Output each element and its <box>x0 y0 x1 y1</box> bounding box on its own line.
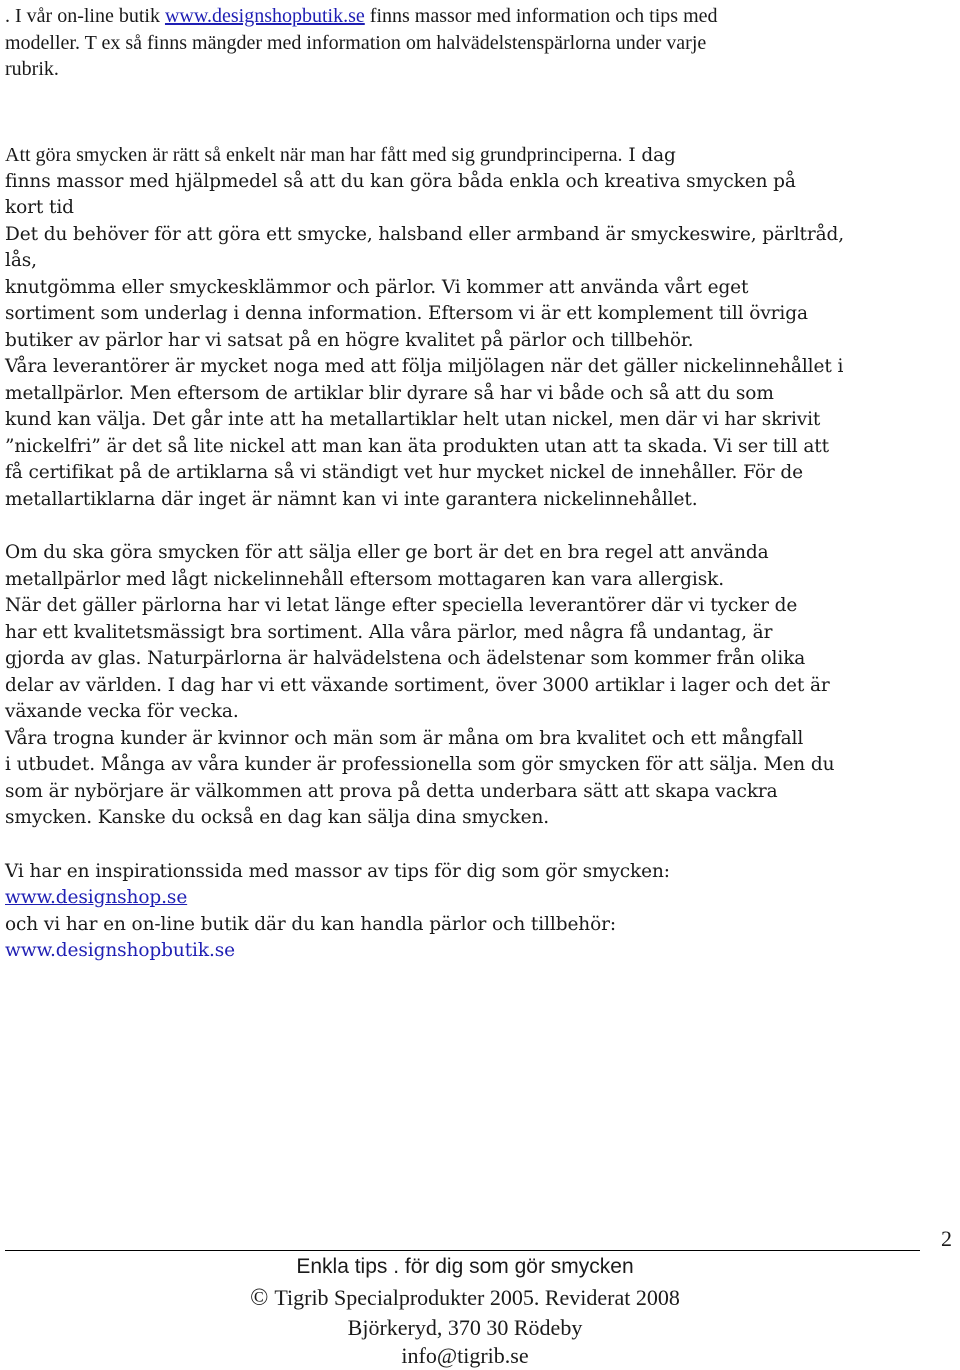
copyright-icon: © <box>250 1285 269 1311</box>
para1-line: finns massor med hjälpmedel så att du kan göra båda enkla och kreativa smycken på <box>5 171 796 192</box>
para1-line: knutgömma eller smyckesklämmor och pärlor. Vi kommer att använda vårt eget <box>5 277 749 298</box>
para1-text: I dag <box>622 145 676 166</box>
designshopbutik-link[interactable]: www.designshopbutik.se <box>164 5 365 27</box>
para2-line: växande vecka för vecka. <box>5 701 239 722</box>
designshopbutik-link-2[interactable]: www.designshopbutik.se <box>5 940 235 961</box>
intro-line-1 <box>5 3 718 29</box>
intro-line-3: rubrik. <box>5 58 59 80</box>
para2-line: delar av världen. I dag har vi ett växande sortiment, över 3000 artiklar i lager och det är <box>5 675 830 696</box>
para1-line: butiker av pärlor har vi satsat på en högre kvalitet på pärlor och tillbehör. <box>5 330 694 351</box>
para1-line: metallpärlor. Men eftersom de artiklar blir dyrare så har vi både och så att du som <box>5 383 774 404</box>
para1-line: kund kan välja. Det går inte att ha metallartiklar helt utan nickel, men där vi har skrivit <box>5 409 821 430</box>
footer-divider <box>5 1250 920 1251</box>
para2-line: har ett kvalitetsmässigt bra sortiment. Alla våra pärlor, med några få undantag, är <box>5 622 773 643</box>
intro-text: finns massor med information och tips med <box>364 5 718 27</box>
para2-line: i utbudet. Många av våra kunder är professionella som gör smycken för att sälja. Men du <box>5 754 835 775</box>
page-number: 2 <box>941 1226 952 1251</box>
footer-title: Enkla tips . för dig som gör smycken <box>296 1255 634 1278</box>
para2-line: Om du ska göra smycken för att sälja eller ge bort är det en bra regel att använda <box>5 542 769 563</box>
copyright-text: Tigrib Specialprodukter 2005. Reviderat 2008 <box>274 1285 680 1310</box>
para1-text: Att göra smycken är rätt så enkelt när man har fått med sig grundprinciperna. <box>5 144 623 166</box>
para3-line-2: och vi har en on-line butik där du kan handla pärlor och tillbehör: <box>5 914 617 935</box>
para1-line: metallartiklarna där inget är nämnt kan vi inte garantera nickelinnehållet. <box>5 489 698 510</box>
para1-line: kort tid <box>5 197 74 218</box>
para2-line: Våra trogna kunder är kvinnor och män som är måna om bra kvalitet och ett mångfall <box>5 728 804 749</box>
para1-line: lås, <box>5 250 37 271</box>
para1-line: sortiment som underlag i denna information. Eftersom vi är ett komplement till övriga <box>5 303 808 324</box>
para2-line: smycken. Kanske du också en dag kan sälja dina smycken. <box>5 807 550 828</box>
footer-email[interactable]: info@tigrib.se <box>401 1343 529 1368</box>
intro-line-2: modeller. T ex så finns mängder med information om halvädelstenspärlorna under varje <box>5 32 707 54</box>
para2-line: metallpärlor med lågt nickelinnehåll eftersom mottagaren kan vara allergisk. <box>5 569 725 590</box>
para2-line: När det gäller pärlorna har vi letat länge efter speciella leverantörer där vi tycker de <box>5 595 798 616</box>
para2-line: gjorda av glas. Naturpärlorna är halvädelstena och ädelstenar som kommer från olika <box>5 648 806 669</box>
footer-copyright <box>0 1285 930 1312</box>
para1-line: Det du behöver för att göra ett smycke, halsband eller armband är smyckeswire, pärltråd, <box>5 224 845 245</box>
para1-line-1 <box>5 142 676 169</box>
designshop-link[interactable]: www.designshop.se <box>5 887 188 908</box>
para1-line: få certifikat på de artiklarna så vi ständigt vet hur mycket nickel de innehåller. För de <box>5 462 803 483</box>
footer-address: Björkeryd, 370 30 Rödeby <box>347 1315 583 1340</box>
para1-line: ”nickelfri” är det så lite nickel att man kan äta produkten utan att ta skada. Vi ser till att <box>5 436 829 457</box>
para1-line: Våra leverantörer är mycket noga med att följa miljölagen när det gäller nickelinnehållet i <box>5 356 844 377</box>
intro-text: . I vår on-line butik <box>5 5 165 27</box>
para2-line: som är nybörjare är välkommen att prova på detta underbara sätt att skapa vackra <box>5 781 778 802</box>
para3-line-1: Vi har en inspirationssida med massor av tips för dig som gör smycken: <box>5 861 670 882</box>
